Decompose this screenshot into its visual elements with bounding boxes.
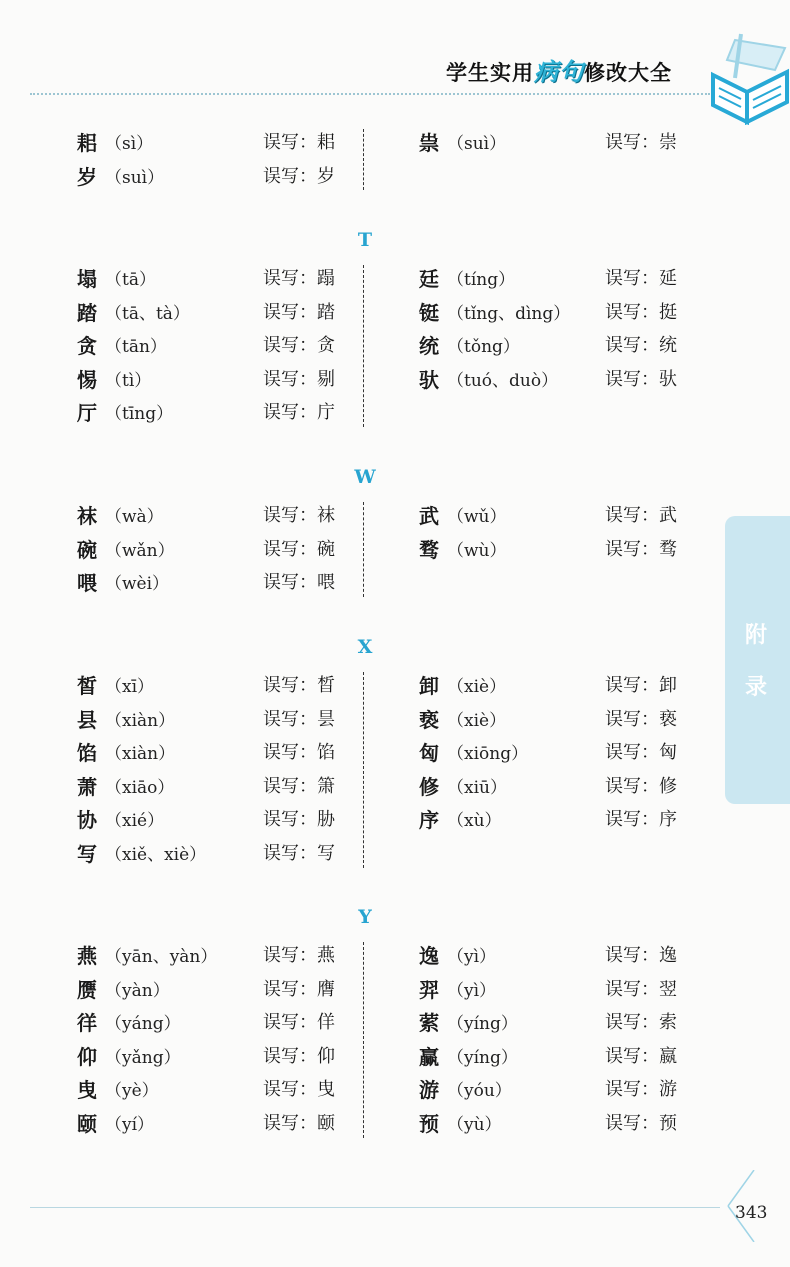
left-entry-char: 贪 bbox=[77, 334, 97, 359]
wrong-label: 误写： bbox=[263, 775, 317, 797]
right-entry-wrong-form bbox=[605, 772, 677, 798]
right-entry-pinyin: （tuó、duò） bbox=[447, 370, 559, 391]
wrong-label: 误写： bbox=[263, 301, 317, 323]
wrong-label: 误写： bbox=[263, 843, 317, 864]
footer-rule bbox=[30, 1207, 720, 1208]
entry-row bbox=[0, 263, 790, 297]
wrong-char: 贪 bbox=[317, 335, 335, 357]
wrong-label: 误写： bbox=[605, 368, 659, 390]
wrong-char: 踏 bbox=[317, 301, 335, 323]
left-entry-wrong-form bbox=[263, 501, 335, 527]
left-entry-char: 协 bbox=[77, 808, 97, 833]
right-entry-pinyin: （tǐng、dìng） bbox=[447, 303, 571, 324]
left-entry-wrong-form bbox=[263, 128, 335, 154]
wrong-label: 误写： bbox=[605, 775, 659, 797]
left-entry-wrong-form bbox=[263, 162, 335, 188]
right-entry-wrong-form bbox=[605, 501, 677, 527]
left-entry-wrong-form bbox=[263, 298, 335, 324]
right-entry-pinyin: （wǔ） bbox=[447, 507, 507, 527]
left-entry-pinyin: （xié） bbox=[105, 811, 165, 832]
left-entry-char: 燕 bbox=[77, 944, 97, 968]
right-entry-wrong-form bbox=[605, 1042, 677, 1068]
wrong-char: 箫 bbox=[317, 775, 335, 797]
right-entry-char: 修 bbox=[419, 774, 439, 799]
wrong-label: 误写： bbox=[263, 1045, 317, 1067]
wrong-char: 佯 bbox=[317, 1012, 335, 1034]
left-entry-pinyin: （yān、yàn） bbox=[105, 947, 218, 967]
right-entry-wrong-form bbox=[605, 941, 677, 967]
left-entry-pinyin: （tān） bbox=[105, 337, 167, 358]
left-entry-wrong-form bbox=[263, 805, 335, 831]
left-entry-pinyin: （suì） bbox=[105, 167, 165, 188]
book-icon bbox=[705, 30, 790, 125]
right-entry-char: 铤 bbox=[419, 300, 439, 325]
column-divider bbox=[363, 129, 364, 190]
wrong-label: 误写： bbox=[263, 675, 317, 696]
wrong-char: 逸 bbox=[659, 945, 677, 966]
left-entry-pinyin: （sì） bbox=[105, 134, 154, 154]
left-entry-pinyin: （tì） bbox=[105, 370, 152, 391]
right-entry-wrong-form bbox=[605, 264, 677, 290]
left-entry-char: 县 bbox=[77, 707, 97, 732]
left-entry-char: 塌 bbox=[77, 267, 97, 291]
right-entry-char: 祟 bbox=[419, 131, 439, 155]
left-entry-char: 赝 bbox=[77, 977, 97, 1002]
wrong-char: 晳 bbox=[317, 675, 335, 696]
right-entry-pinyin: （yóu） bbox=[447, 1081, 512, 1102]
wrong-label: 误写： bbox=[263, 402, 317, 424]
wrong-char: 岁 bbox=[317, 165, 335, 187]
left-entry-wrong-form bbox=[263, 705, 335, 731]
wrong-label: 误写： bbox=[263, 268, 317, 289]
wrong-char: 曳 bbox=[317, 1079, 335, 1101]
entry-row bbox=[0, 804, 790, 838]
left-entry-pinyin: （xiàn） bbox=[105, 710, 176, 731]
left-entry-pinyin: （wà） bbox=[105, 507, 164, 527]
right-entry-char: 驮 bbox=[419, 367, 439, 392]
entry-row bbox=[0, 161, 790, 195]
appendix-tab-label bbox=[738, 610, 774, 714]
left-entry-wrong-form bbox=[263, 568, 335, 594]
section-letter: X bbox=[357, 636, 373, 658]
wrong-label: 误写： bbox=[263, 708, 317, 730]
entry-row bbox=[0, 330, 790, 364]
wrong-char: 序 bbox=[659, 809, 677, 831]
wrong-label: 误写： bbox=[605, 809, 659, 831]
left-entry-char: 曳 bbox=[77, 1078, 97, 1103]
left-entry-char: 皙 bbox=[77, 674, 97, 698]
wrong-label: 误写： bbox=[263, 165, 317, 187]
wrong-char: 骛 bbox=[659, 538, 677, 560]
wrong-char: 蹋 bbox=[317, 268, 335, 289]
entry-row bbox=[0, 737, 790, 771]
entry-row bbox=[0, 534, 790, 568]
wrong-char: 延 bbox=[659, 268, 677, 289]
left-entry-pinyin: （yǎng） bbox=[105, 1047, 181, 1068]
title-part-2: 修改大全 bbox=[584, 61, 672, 85]
left-entry-pinyin: （xiàn） bbox=[105, 744, 176, 765]
right-entry-wrong-form bbox=[605, 535, 677, 561]
appendix-tab-char-2: 录 bbox=[744, 675, 767, 700]
right-entry-char: 卸 bbox=[419, 674, 439, 698]
left-entry-char: 惕 bbox=[77, 367, 97, 392]
right-entry-pinyin: （wù） bbox=[447, 540, 507, 561]
wrong-label: 误写： bbox=[605, 708, 659, 730]
left-entry-wrong-form bbox=[263, 1075, 335, 1101]
right-entry-pinyin: （yíng） bbox=[447, 1047, 518, 1068]
wrong-char: 庁 bbox=[317, 402, 335, 424]
left-entry-pinyin: （yàn） bbox=[105, 980, 170, 1001]
left-entry-wrong-form bbox=[263, 535, 335, 561]
wrong-label: 误写： bbox=[263, 505, 317, 526]
title-highlight: 病句 bbox=[534, 58, 584, 86]
left-entry-pinyin: （xiě、xiè） bbox=[105, 845, 207, 865]
entry-row bbox=[0, 704, 790, 738]
left-entry-char: 萧 bbox=[77, 774, 97, 799]
right-entry-char: 预 bbox=[419, 1112, 439, 1136]
left-entry-wrong-form bbox=[263, 839, 335, 865]
wrong-label: 误写： bbox=[263, 945, 317, 966]
right-entry-wrong-form bbox=[605, 738, 677, 764]
right-entry-char: 廷 bbox=[419, 267, 439, 291]
right-entry-wrong-form bbox=[605, 331, 677, 357]
right-entry-wrong-form bbox=[605, 705, 677, 731]
wrong-char: 嬴 bbox=[659, 1045, 677, 1067]
wrong-label: 误写： bbox=[605, 538, 659, 560]
wrong-char: 卸 bbox=[659, 675, 677, 696]
wrong-label: 误写： bbox=[605, 1079, 659, 1101]
wrong-char: 袜 bbox=[317, 505, 335, 526]
right-entry-char: 亵 bbox=[419, 707, 439, 732]
left-entry-wrong-form bbox=[263, 941, 335, 967]
right-entry-char: 匈 bbox=[419, 741, 439, 766]
left-entry-char: 喂 bbox=[77, 571, 97, 596]
right-entry-pinyin: （yíng） bbox=[447, 1014, 518, 1035]
right-entry-pinyin: （xiè） bbox=[447, 677, 507, 697]
wrong-label: 误写： bbox=[605, 268, 659, 289]
left-entry-pinyin: （yáng） bbox=[105, 1014, 181, 1035]
left-entry-char: 徉 bbox=[77, 1011, 97, 1036]
wrong-char: 游 bbox=[659, 1079, 677, 1101]
left-entry-pinyin: （tā、tà） bbox=[105, 303, 190, 324]
wrong-label: 误写： bbox=[605, 505, 659, 526]
column-divider bbox=[363, 672, 364, 868]
wrong-char: 匈 bbox=[659, 742, 677, 764]
wrong-label: 误写： bbox=[263, 978, 317, 1000]
wrong-label: 误写： bbox=[605, 1012, 659, 1034]
left-entry-wrong-form bbox=[263, 1008, 335, 1034]
entry-row bbox=[0, 364, 790, 398]
wrong-label: 误写： bbox=[605, 335, 659, 357]
left-entry-char: 碗 bbox=[77, 537, 97, 562]
wrong-char: 胁 bbox=[317, 809, 335, 831]
right-entry-wrong-form bbox=[605, 128, 677, 154]
right-entry-wrong-form bbox=[605, 975, 677, 1001]
entry-row bbox=[0, 771, 790, 805]
wrong-label: 误写： bbox=[605, 1045, 659, 1067]
left-entry-wrong-form bbox=[263, 1042, 335, 1068]
wrong-char: 预 bbox=[659, 1113, 677, 1134]
entry-row bbox=[0, 940, 790, 974]
entry-row bbox=[0, 500, 790, 534]
wrong-char: 颐 bbox=[317, 1113, 335, 1134]
wrong-label: 误写： bbox=[605, 742, 659, 764]
column-divider bbox=[363, 942, 364, 1138]
section-letter: W bbox=[354, 466, 376, 488]
right-entry-char: 逸 bbox=[419, 944, 439, 968]
right-entry-char: 萦 bbox=[419, 1011, 439, 1036]
left-entry-pinyin: （xī） bbox=[105, 677, 155, 697]
right-entry-pinyin: （suì） bbox=[447, 134, 507, 154]
wrong-label: 误写： bbox=[605, 945, 659, 966]
left-entry-pinyin: （xiāo） bbox=[105, 777, 175, 798]
left-entry-char: 厅 bbox=[77, 401, 97, 426]
entry-row bbox=[0, 670, 790, 704]
right-entry-wrong-form bbox=[605, 298, 677, 324]
right-entry-pinyin: （yì） bbox=[447, 947, 497, 967]
wrong-char: 膺 bbox=[317, 978, 335, 1000]
title-part-1: 学生实用 bbox=[446, 61, 534, 85]
wrong-char: 燕 bbox=[317, 945, 335, 966]
left-entry-pinyin: （yè） bbox=[105, 1081, 159, 1102]
wrong-char: 统 bbox=[659, 335, 677, 357]
right-entry-pinyin: （xiōng） bbox=[447, 744, 529, 765]
right-entry-pinyin: （xiè） bbox=[447, 710, 507, 731]
right-entry-char: 骛 bbox=[419, 537, 439, 562]
left-entry-wrong-form bbox=[263, 264, 335, 290]
wrong-char: 碗 bbox=[317, 538, 335, 560]
right-entry-char: 武 bbox=[419, 504, 439, 528]
entry-row bbox=[0, 1041, 790, 1075]
wrong-label: 误写： bbox=[605, 301, 659, 323]
wrong-char: 翌 bbox=[659, 978, 677, 1000]
left-entry-char: 袜 bbox=[77, 504, 97, 528]
book-title bbox=[446, 52, 672, 87]
left-entry-char: 耜 bbox=[77, 131, 97, 155]
page-number: 343 bbox=[735, 1203, 768, 1223]
right-entry-char: 序 bbox=[419, 808, 439, 833]
wrong-label: 误写： bbox=[263, 1079, 317, 1101]
left-entry-wrong-form bbox=[263, 772, 335, 798]
wrong-label: 误写： bbox=[605, 675, 659, 696]
entry-row bbox=[0, 1074, 790, 1108]
wrong-char: 挺 bbox=[659, 301, 677, 323]
appendix-tab-char-1: 附 bbox=[744, 623, 767, 648]
left-entry-char: 岁 bbox=[77, 164, 97, 189]
wrong-char: 修 bbox=[659, 775, 677, 797]
right-entry-pinyin: （tíng） bbox=[447, 270, 516, 290]
right-entry-pinyin: （xù） bbox=[447, 811, 502, 832]
column-divider bbox=[363, 502, 364, 597]
header-rule bbox=[30, 93, 710, 95]
right-entry-wrong-form bbox=[605, 1075, 677, 1101]
left-entry-char: 仰 bbox=[77, 1044, 97, 1069]
wrong-char: 索 bbox=[659, 1012, 677, 1034]
wrong-label: 误写： bbox=[263, 572, 317, 594]
right-entry-pinyin: （tǒng） bbox=[447, 337, 520, 358]
wrong-label: 误写： bbox=[263, 809, 317, 831]
wrong-char: 武 bbox=[659, 505, 677, 526]
wrong-label: 误写： bbox=[605, 132, 659, 153]
entry-row bbox=[0, 397, 790, 431]
wrong-char: 写 bbox=[317, 843, 335, 864]
left-entry-pinyin: （tīng） bbox=[105, 404, 174, 425]
wrong-label: 误写： bbox=[605, 1113, 659, 1134]
wrong-char: 亵 bbox=[659, 708, 677, 730]
right-entry-char: 赢 bbox=[419, 1044, 439, 1069]
wrong-char: 驮 bbox=[659, 368, 677, 390]
right-entry-pinyin: （yì） bbox=[447, 980, 497, 1001]
entry-row bbox=[0, 838, 790, 872]
wrong-label: 误写： bbox=[263, 132, 317, 153]
entry-row bbox=[0, 974, 790, 1008]
wrong-char: 昙 bbox=[317, 708, 335, 730]
section-letter: T bbox=[357, 229, 373, 251]
left-entry-pinyin: （yí） bbox=[105, 1115, 155, 1135]
wrong-char: 仰 bbox=[317, 1045, 335, 1067]
section-letter: Y bbox=[358, 906, 372, 928]
wrong-label: 误写： bbox=[263, 538, 317, 560]
right-entry-pinyin: （yù） bbox=[447, 1115, 502, 1135]
right-entry-wrong-form bbox=[605, 1109, 677, 1135]
left-entry-char: 写 bbox=[77, 842, 97, 866]
right-entry-wrong-form bbox=[605, 365, 677, 391]
wrong-label: 误写： bbox=[263, 1012, 317, 1034]
wrong-label: 误写： bbox=[263, 368, 317, 390]
entry-row bbox=[0, 1108, 790, 1142]
entry-row bbox=[0, 567, 790, 601]
right-entry-wrong-form bbox=[605, 805, 677, 831]
left-entry-char: 踏 bbox=[77, 300, 97, 325]
wrong-char: 崇 bbox=[659, 132, 677, 153]
left-entry-wrong-form bbox=[263, 331, 335, 357]
right-entry-char: 统 bbox=[419, 334, 439, 359]
left-entry-wrong-form bbox=[263, 671, 335, 697]
wrong-char: 耜 bbox=[317, 132, 335, 153]
wrong-label: 误写： bbox=[605, 978, 659, 1000]
wrong-char: 喂 bbox=[317, 572, 335, 594]
column-divider bbox=[363, 265, 364, 427]
right-entry-wrong-form bbox=[605, 671, 677, 697]
left-entry-wrong-form bbox=[263, 365, 335, 391]
entry-row bbox=[0, 127, 790, 161]
right-entry-pinyin: （xiū） bbox=[447, 777, 507, 798]
left-entry-wrong-form bbox=[263, 398, 335, 424]
right-entry-char: 羿 bbox=[419, 977, 439, 1002]
left-entry-wrong-form bbox=[263, 738, 335, 764]
left-entry-char: 馅 bbox=[77, 741, 97, 766]
left-entry-char: 颐 bbox=[77, 1112, 97, 1136]
wrong-char: 馅 bbox=[317, 742, 335, 764]
entry-row bbox=[0, 1007, 790, 1041]
right-entry-wrong-form bbox=[605, 1008, 677, 1034]
left-entry-wrong-form bbox=[263, 975, 335, 1001]
left-entry-pinyin: （wèi） bbox=[105, 574, 170, 595]
left-entry-pinyin: （tā） bbox=[105, 270, 156, 290]
right-entry-char: 游 bbox=[419, 1078, 439, 1103]
wrong-label: 误写： bbox=[263, 742, 317, 764]
left-entry-wrong-form bbox=[263, 1109, 335, 1135]
wrong-label: 误写： bbox=[263, 1113, 317, 1134]
wrong-char: 剔 bbox=[317, 368, 335, 390]
wrong-label: 误写： bbox=[263, 335, 317, 357]
entry-row bbox=[0, 297, 790, 331]
left-entry-pinyin: （wǎn） bbox=[105, 540, 175, 561]
